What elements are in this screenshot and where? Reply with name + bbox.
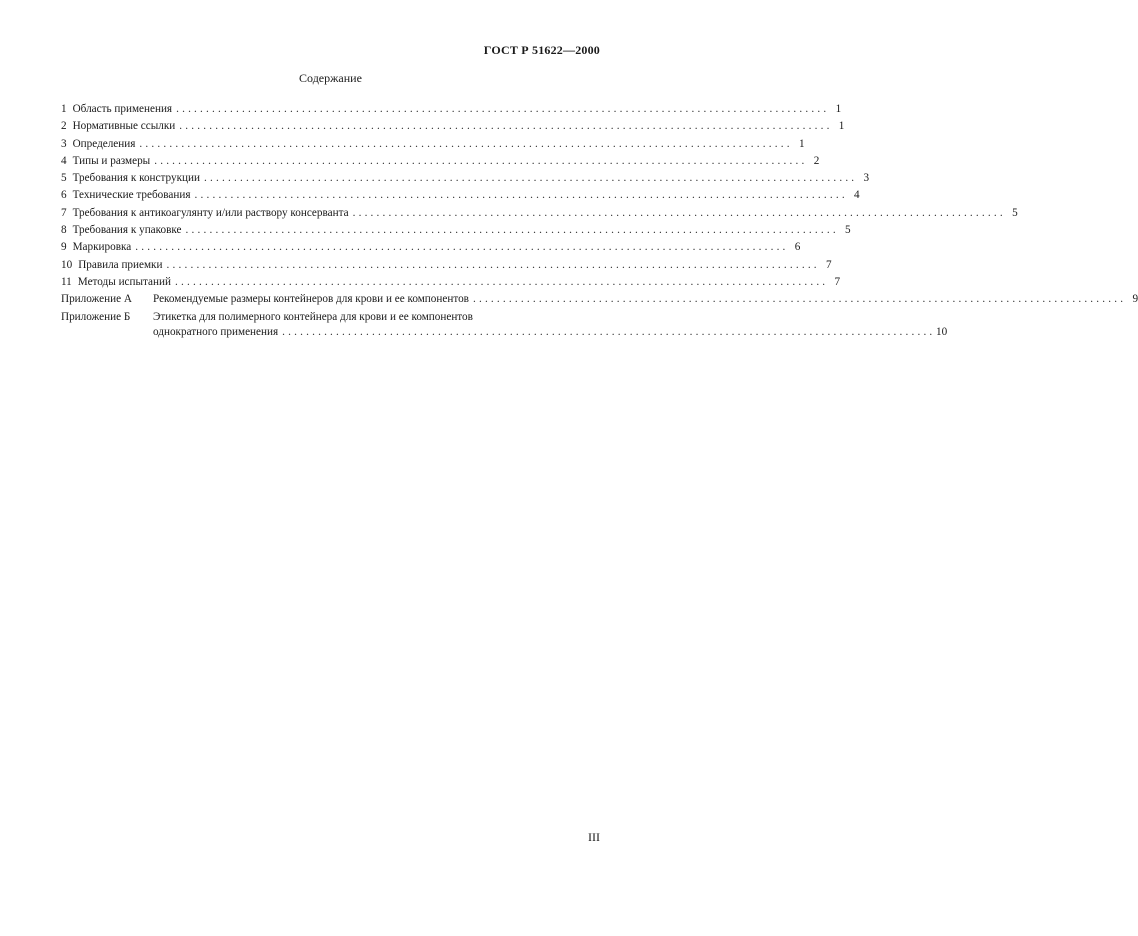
toc-entry-label: Методы испытаний bbox=[77, 275, 171, 288]
toc-entry-page: 9 bbox=[1132, 293, 1138, 306]
toc-entry-page: 6 bbox=[794, 241, 801, 254]
toc-leader-dots bbox=[204, 170, 854, 187]
toc-leader-dots bbox=[282, 326, 932, 339]
toc-entry-label: Нормативные ссылки bbox=[72, 120, 176, 133]
table-of-contents bbox=[61, 101, 1138, 339]
toc-entry-number: 3 bbox=[61, 137, 67, 150]
toc-appendix-line bbox=[153, 326, 947, 339]
toc-entry[interactable] bbox=[61, 136, 805, 153]
toc-entry-label: Область применения bbox=[72, 103, 173, 115]
toc-entry-number: 2 bbox=[61, 120, 67, 133]
toc-appendix-title-continuation: однократного применения bbox=[153, 325, 279, 338]
toc-leader-dots bbox=[154, 153, 804, 170]
toc-entry-number: 6 bbox=[61, 189, 67, 202]
toc-entry[interactable] bbox=[61, 257, 832, 274]
toc-entry-page: 5 bbox=[845, 224, 851, 237]
toc-entry-label: Требования к упаковке bbox=[72, 224, 182, 237]
toc-entry-number: 10 bbox=[61, 258, 73, 271]
toc-entry-number: 4 bbox=[61, 154, 67, 167]
toc-entry-number: 1 bbox=[61, 103, 67, 115]
toc-entry-label: Технические требования bbox=[72, 189, 191, 202]
toc-leader-dots bbox=[186, 222, 836, 239]
toc-leader-dots bbox=[353, 205, 1003, 222]
toc-entry-page: 7 bbox=[826, 258, 832, 271]
toc-entry[interactable] bbox=[61, 118, 845, 135]
toc-entry[interactable] bbox=[61, 205, 1018, 222]
toc-entry-page: 1 bbox=[835, 103, 842, 115]
toc-entry-number: 7 bbox=[61, 206, 67, 219]
toc-entry[interactable] bbox=[61, 101, 842, 118]
toc-title: Содержание bbox=[299, 71, 362, 85]
toc-appendix-prefix: Приложение Б bbox=[61, 310, 131, 323]
toc-entry-page: 2 bbox=[813, 154, 820, 167]
toc-appendix-line bbox=[153, 309, 947, 326]
toc-appendix-prefix: Приложение А bbox=[61, 293, 132, 306]
toc-entry-label: Требования к конструкции bbox=[72, 172, 200, 185]
toc-leader-dots bbox=[176, 101, 826, 118]
toc-leader-dots bbox=[179, 118, 829, 135]
toc-entry-page: 7 bbox=[834, 275, 841, 288]
toc-leader-dots bbox=[195, 187, 845, 204]
toc-leader-dots bbox=[139, 136, 789, 153]
toc-entry-page: 5 bbox=[1012, 206, 1018, 219]
toc-appendix-line bbox=[153, 291, 1138, 308]
toc-entry-page: 3 bbox=[863, 172, 870, 185]
toc-appendix-title: Этикетка для полимерного контейнера для крови и ее компонентов bbox=[153, 310, 473, 323]
toc-entry-label: Маркировка bbox=[72, 241, 132, 254]
toc-entry-page: 10 bbox=[936, 325, 948, 338]
toc-leader-dots bbox=[166, 257, 816, 274]
toc-appendix-title: Рекомендуемые размеры контейнеров для крови и ее компонентов bbox=[153, 293, 469, 306]
toc-entry-number: 5 bbox=[61, 172, 67, 185]
toc-appendix-entry[interactable] bbox=[61, 291, 1138, 308]
toc-appendix-body bbox=[153, 309, 947, 339]
toc-entry-page: 1 bbox=[838, 120, 845, 133]
toc-entry[interactable] bbox=[61, 274, 841, 291]
toc-entry-number: 8 bbox=[61, 224, 67, 237]
toc-leader-dots bbox=[473, 291, 1123, 308]
document-header-standard-id: ГОСТ Р 51622—2000 bbox=[483, 43, 600, 57]
toc-entry-label: Типы и размеры bbox=[72, 154, 151, 167]
toc-entry-page: 1 bbox=[798, 137, 805, 150]
toc-appendix-body bbox=[153, 291, 1138, 308]
toc-entry-label: Определения bbox=[72, 137, 136, 150]
toc-entry[interactable] bbox=[61, 239, 801, 256]
toc-appendix-entry[interactable] bbox=[61, 309, 948, 339]
toc-entry-number: 9 bbox=[61, 241, 67, 254]
toc-entry[interactable] bbox=[61, 153, 820, 170]
toc-entry[interactable] bbox=[61, 170, 870, 187]
toc-entry-page: 4 bbox=[854, 189, 860, 202]
toc-entry-label: Правила приемки bbox=[78, 258, 163, 271]
toc-entry-label: Требования к антикоагулянту и/или раствору консерванта bbox=[72, 206, 349, 219]
page-number: III bbox=[588, 830, 600, 844]
toc-leader-dots bbox=[135, 239, 785, 256]
toc-entry[interactable] bbox=[61, 187, 860, 204]
toc-leader-dots bbox=[175, 274, 825, 291]
toc-entry-number: 11 bbox=[61, 275, 72, 288]
toc-entry[interactable] bbox=[61, 222, 851, 239]
